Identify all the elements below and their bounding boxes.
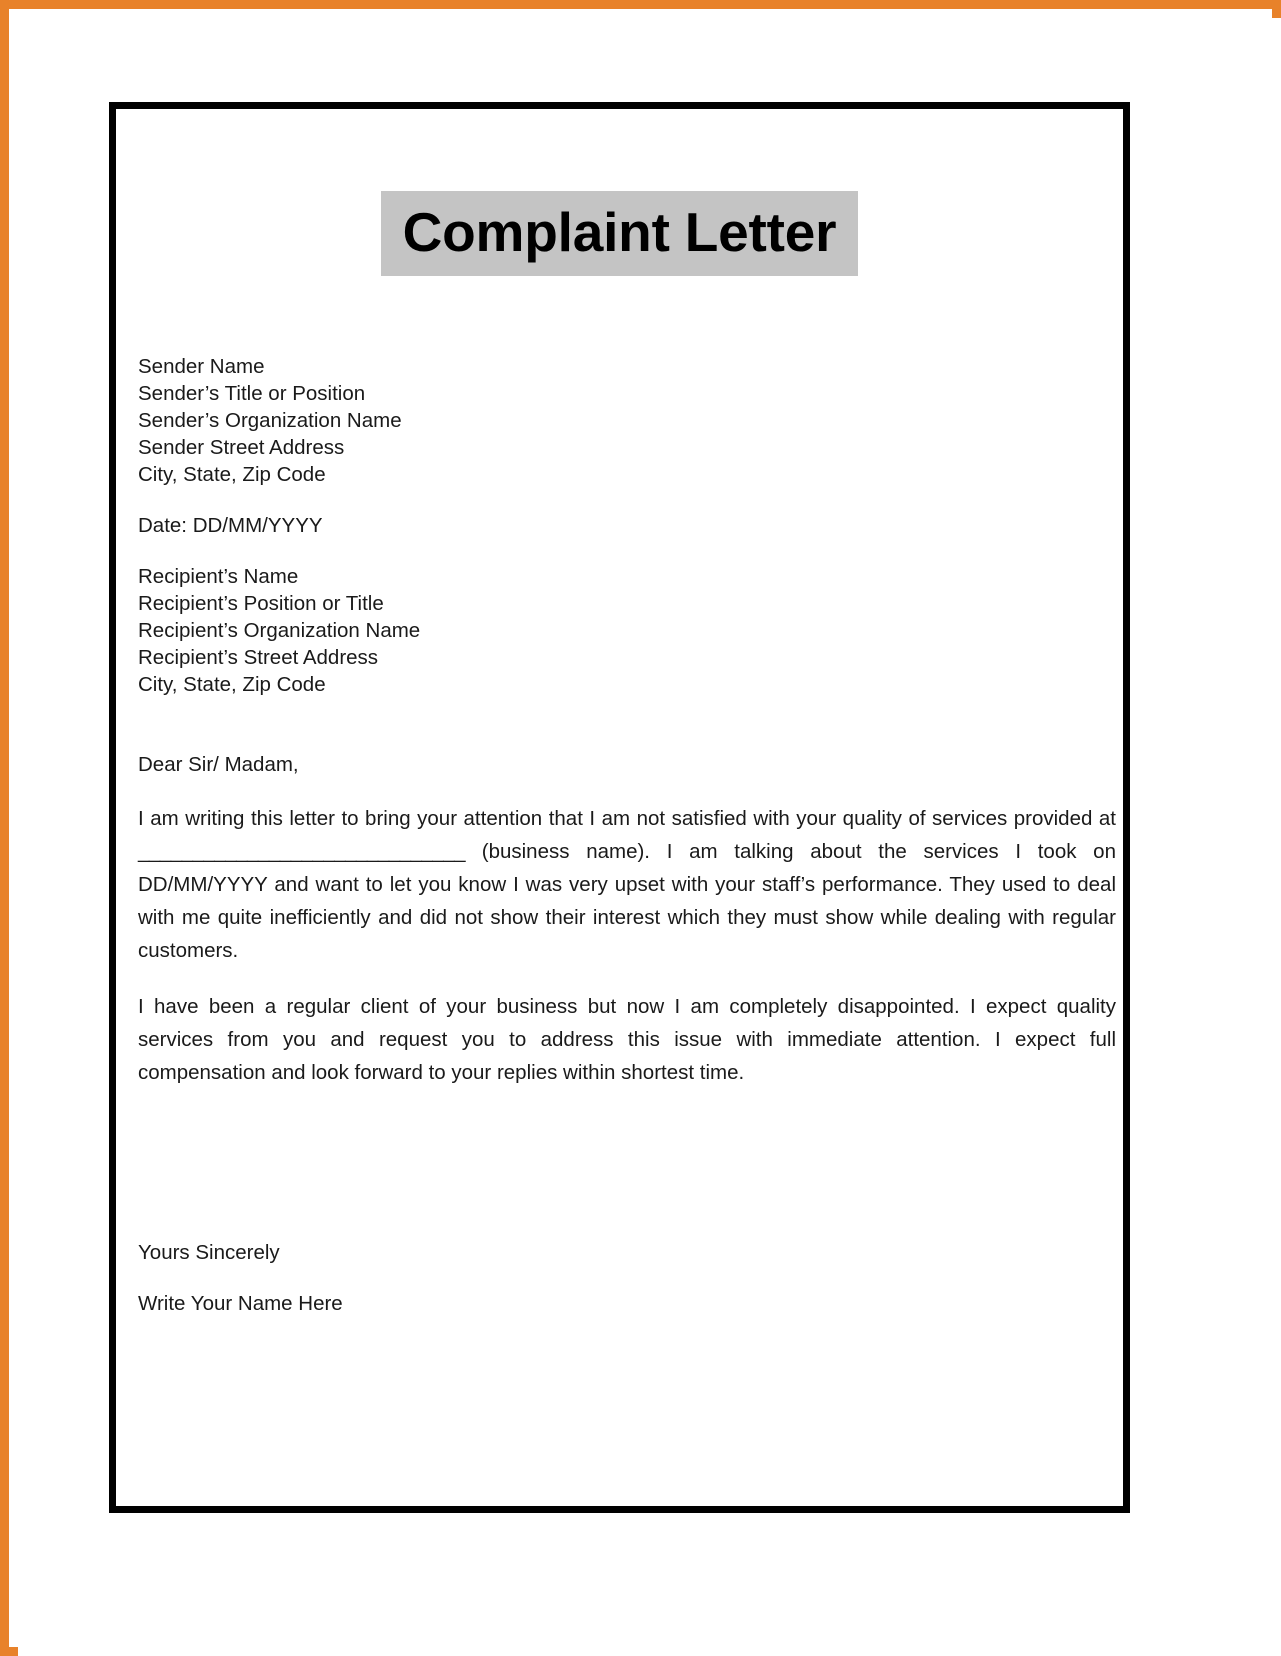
sign-off: Yours Sincerely [138,1241,280,1265]
signature-name-placeholder: Write Your Name Here [138,1292,343,1316]
body-paragraph-1-tail: (business name). I am talking about the services I took on DD/MM/YYYY and want to let you know I was very upset with your staff’s performance. They used to deal with me quite inefficiently and did not show their interest which they must show while dealing with regular customers. [138,839,1116,963]
body-paragraph-1-lead: I am writing this letter to bring your attention that I am not satisfied with your quality of services provided at [138,806,1116,830]
recipient-organization-line: Recipient’s Organization Name [138,619,421,643]
recipient-name-line: Recipient’s Name [138,565,299,589]
spacer-after-sender [138,488,1116,512]
sender-address-block [138,353,1116,488]
sender-title-line: Sender’s Title or Position [138,382,366,406]
spacer-after-sign-off [138,1266,1116,1290]
recipient-address-block [138,563,1116,698]
letter-body [138,353,1116,1317]
title-row [116,191,1123,276]
date-line: Date: DD/MM/YYYY [138,514,323,538]
sender-organization-line: Sender’s Organization Name [138,409,402,433]
body-paragraph-1 [138,802,1116,968]
paper-background [18,18,1281,1656]
spacer-before-salutation [138,699,1116,751]
recipient-position-line: Recipient’s Position or Title [138,592,384,616]
sender-city-state-zip-line: City, State, Zip Code [138,463,326,487]
business-name-blank: ______________________________ [138,839,466,863]
recipient-city-state-zip-line: City, State, Zip Code [138,673,326,697]
page-title: Complaint Letter [381,191,859,276]
sender-name-line: Sender Name [138,355,265,378]
document-border [109,102,1130,1513]
body-paragraph-2: I have been a regular client of your business but now I am completely disappointed. I expect quality services from you and request you to address this issue with immediate attention. I expect full compensation and look forward to your replies within shortest time. [138,994,1116,1084]
spacer-after-salutation [138,778,1116,802]
document-content [116,109,1123,1506]
signature-space [138,1089,1116,1239]
recipient-street-line: Recipient’s Street Address [138,646,379,670]
sender-street-line: Sender Street Address [138,436,345,460]
salutation: Dear Sir/ Madam, [138,752,299,776]
spacer-after-date [138,539,1116,563]
